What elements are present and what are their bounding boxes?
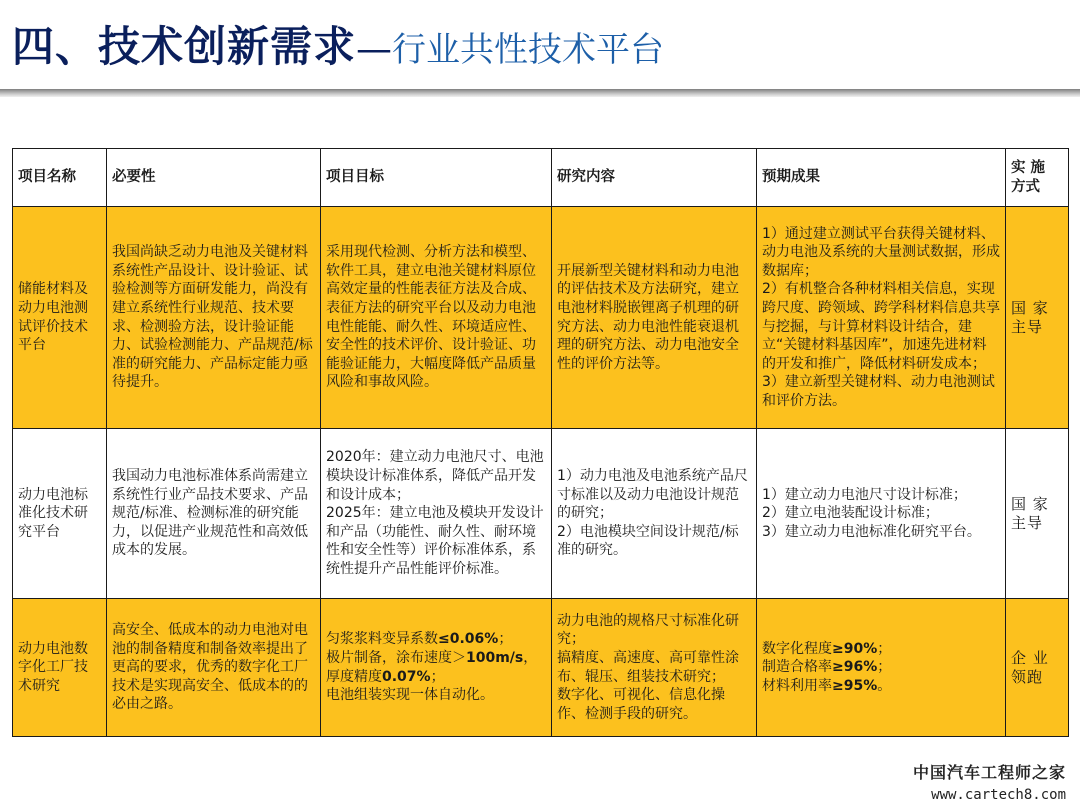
header-cell: 研究内容 xyxy=(552,149,757,207)
table-row xyxy=(13,599,1069,737)
header-cell: 项目目标 xyxy=(321,149,552,207)
content-cell: 开展新型关键材料和动力电池的评估技术及方法研究，建立电池材料脱嵌锂离子机理的研究方法、动力电池性能衰退机理的研究方法、动力电池安全性的评价方法等。 xyxy=(552,207,757,429)
table-row xyxy=(13,429,1069,599)
goal-cell xyxy=(321,599,552,737)
watermark-url: www.cartech8.com xyxy=(931,787,1066,803)
title-main: 四、技术创新需求 xyxy=(12,22,357,71)
goal-line: 匀浆浆料变异系数≤0.06%； xyxy=(326,631,513,648)
goal-line: 电池组装实现一体自动化。 xyxy=(326,687,494,704)
outcome-cell: 1）通过建立测试平台获得关键材料、动力电池及系统的大量测试数据，形成数据库； 2）有机整合各种材料相关信息，实现跨尺度、跨领域、跨学科材料信息共享与挖掘，与计算材料设计结合，建立“关键材料基因库”，加速先进材料的开发和推广，降低材料研发成本； 3）建立新型关键材料、动力电池测试和评价方法。 xyxy=(757,207,1006,429)
title-subtitle: 行业共性技术平台 xyxy=(392,30,665,70)
table-row xyxy=(13,207,1069,429)
page-title xyxy=(12,22,665,71)
goal-cell: 2020年：建立动力电池尺寸、电池模块设计标准体系，降低产品开发和设计成本； 2025年：建立电池及模块开发设计和产品（功能性、耐久性、耐环境性和安全性等）评价标准体系，系统性提升产品性能评价标准。 xyxy=(321,429,552,599)
project-name-cell: 动力电池数字化工厂技术研究 xyxy=(13,599,107,737)
outcome-cell xyxy=(757,599,1006,737)
necessity-cell: 我国动力电池标准体系尚需建立系统性行业产品技术要求、产品规范/标准、检测标准的研究能力，以促进产业规范性和高效低成本的发展。 xyxy=(107,429,321,599)
tech-platform-table xyxy=(12,148,1069,737)
title-divider xyxy=(0,89,1080,97)
goal-cell: 采用现代检测、分析方法和模型、软件工具，建立电池关键材料原位高效定量的性能表征方法及合成、表征方法的研究平台以及动力电池电性能能、耐久性、环境适应性、安全性的技术评价、设计验证、功能验证能力，大幅度降低产品质量风险和事故风险。 xyxy=(321,207,552,429)
content-cell: 1）动力电池及电池系统产品尺寸标准以及动力电池设计规范的研究； 2）电池模块空间设计规范/标准的研究。 xyxy=(552,429,757,599)
goal-line: 厚度精度0.07%； xyxy=(326,668,445,685)
mode-cell: 企 业 领跑 xyxy=(1006,599,1069,737)
goal-line: 极片制备，涂布速度＞100m/s， xyxy=(326,649,538,666)
outcome-line: 材料利用率≥95%。 xyxy=(762,677,892,694)
title-dash: — xyxy=(356,29,393,70)
project-name-cell: 动力电池标准化技术研究平台 xyxy=(13,429,107,599)
project-name-cell: 储能材料及动力电池测试评价技术平台 xyxy=(13,207,107,429)
outcome-line: 数字化程度≥90%； xyxy=(762,640,892,657)
header-cell: 项目名称 xyxy=(13,149,107,207)
watermark xyxy=(913,760,1066,803)
watermark-org: 中国汽车工程师之家 xyxy=(912,763,1066,782)
outcome-line: 制造合格率≥96%； xyxy=(762,659,892,676)
header-cell: 预期成果 xyxy=(757,149,1006,207)
table-header-row xyxy=(13,149,1069,207)
content-cell: 动力电池的规格尺寸标准化研究； 搞精度、高速度、高可靠性涂布、辊压、组装技术研究； 数字化、可视化、信息化操作、检测手段的研究。 xyxy=(552,599,757,737)
mode-cell: 国 家 主导 xyxy=(1006,429,1069,599)
header-cell: 必要性 xyxy=(107,149,321,207)
mode-cell: 国 家 主导 xyxy=(1006,207,1069,429)
necessity-cell: 高安全、低成本的动力电池对电池的制备精度和制备效率提出了更高的要求，优秀的数字化工厂技术是实现高安全、低成本的的必由之路。 xyxy=(107,599,321,737)
header-cell: 实 施 方式 xyxy=(1006,149,1069,207)
outcome-cell: 1）建立动力电池尺寸设计标准； 2）建立电池装配设计标准； 3）建立动力电池标准化研究平台。 xyxy=(757,429,1006,599)
necessity-cell: 我国尚缺乏动力电池及关键材料系统性产品设计、设计验证、试验检测等方面研发能力，尚没有建立系统性行业规范、技术要求、检测验方法，设计验证能力、试验检测能力、产品规范/标准的研究能力、产品标定能力亟待提升。 xyxy=(107,207,321,429)
